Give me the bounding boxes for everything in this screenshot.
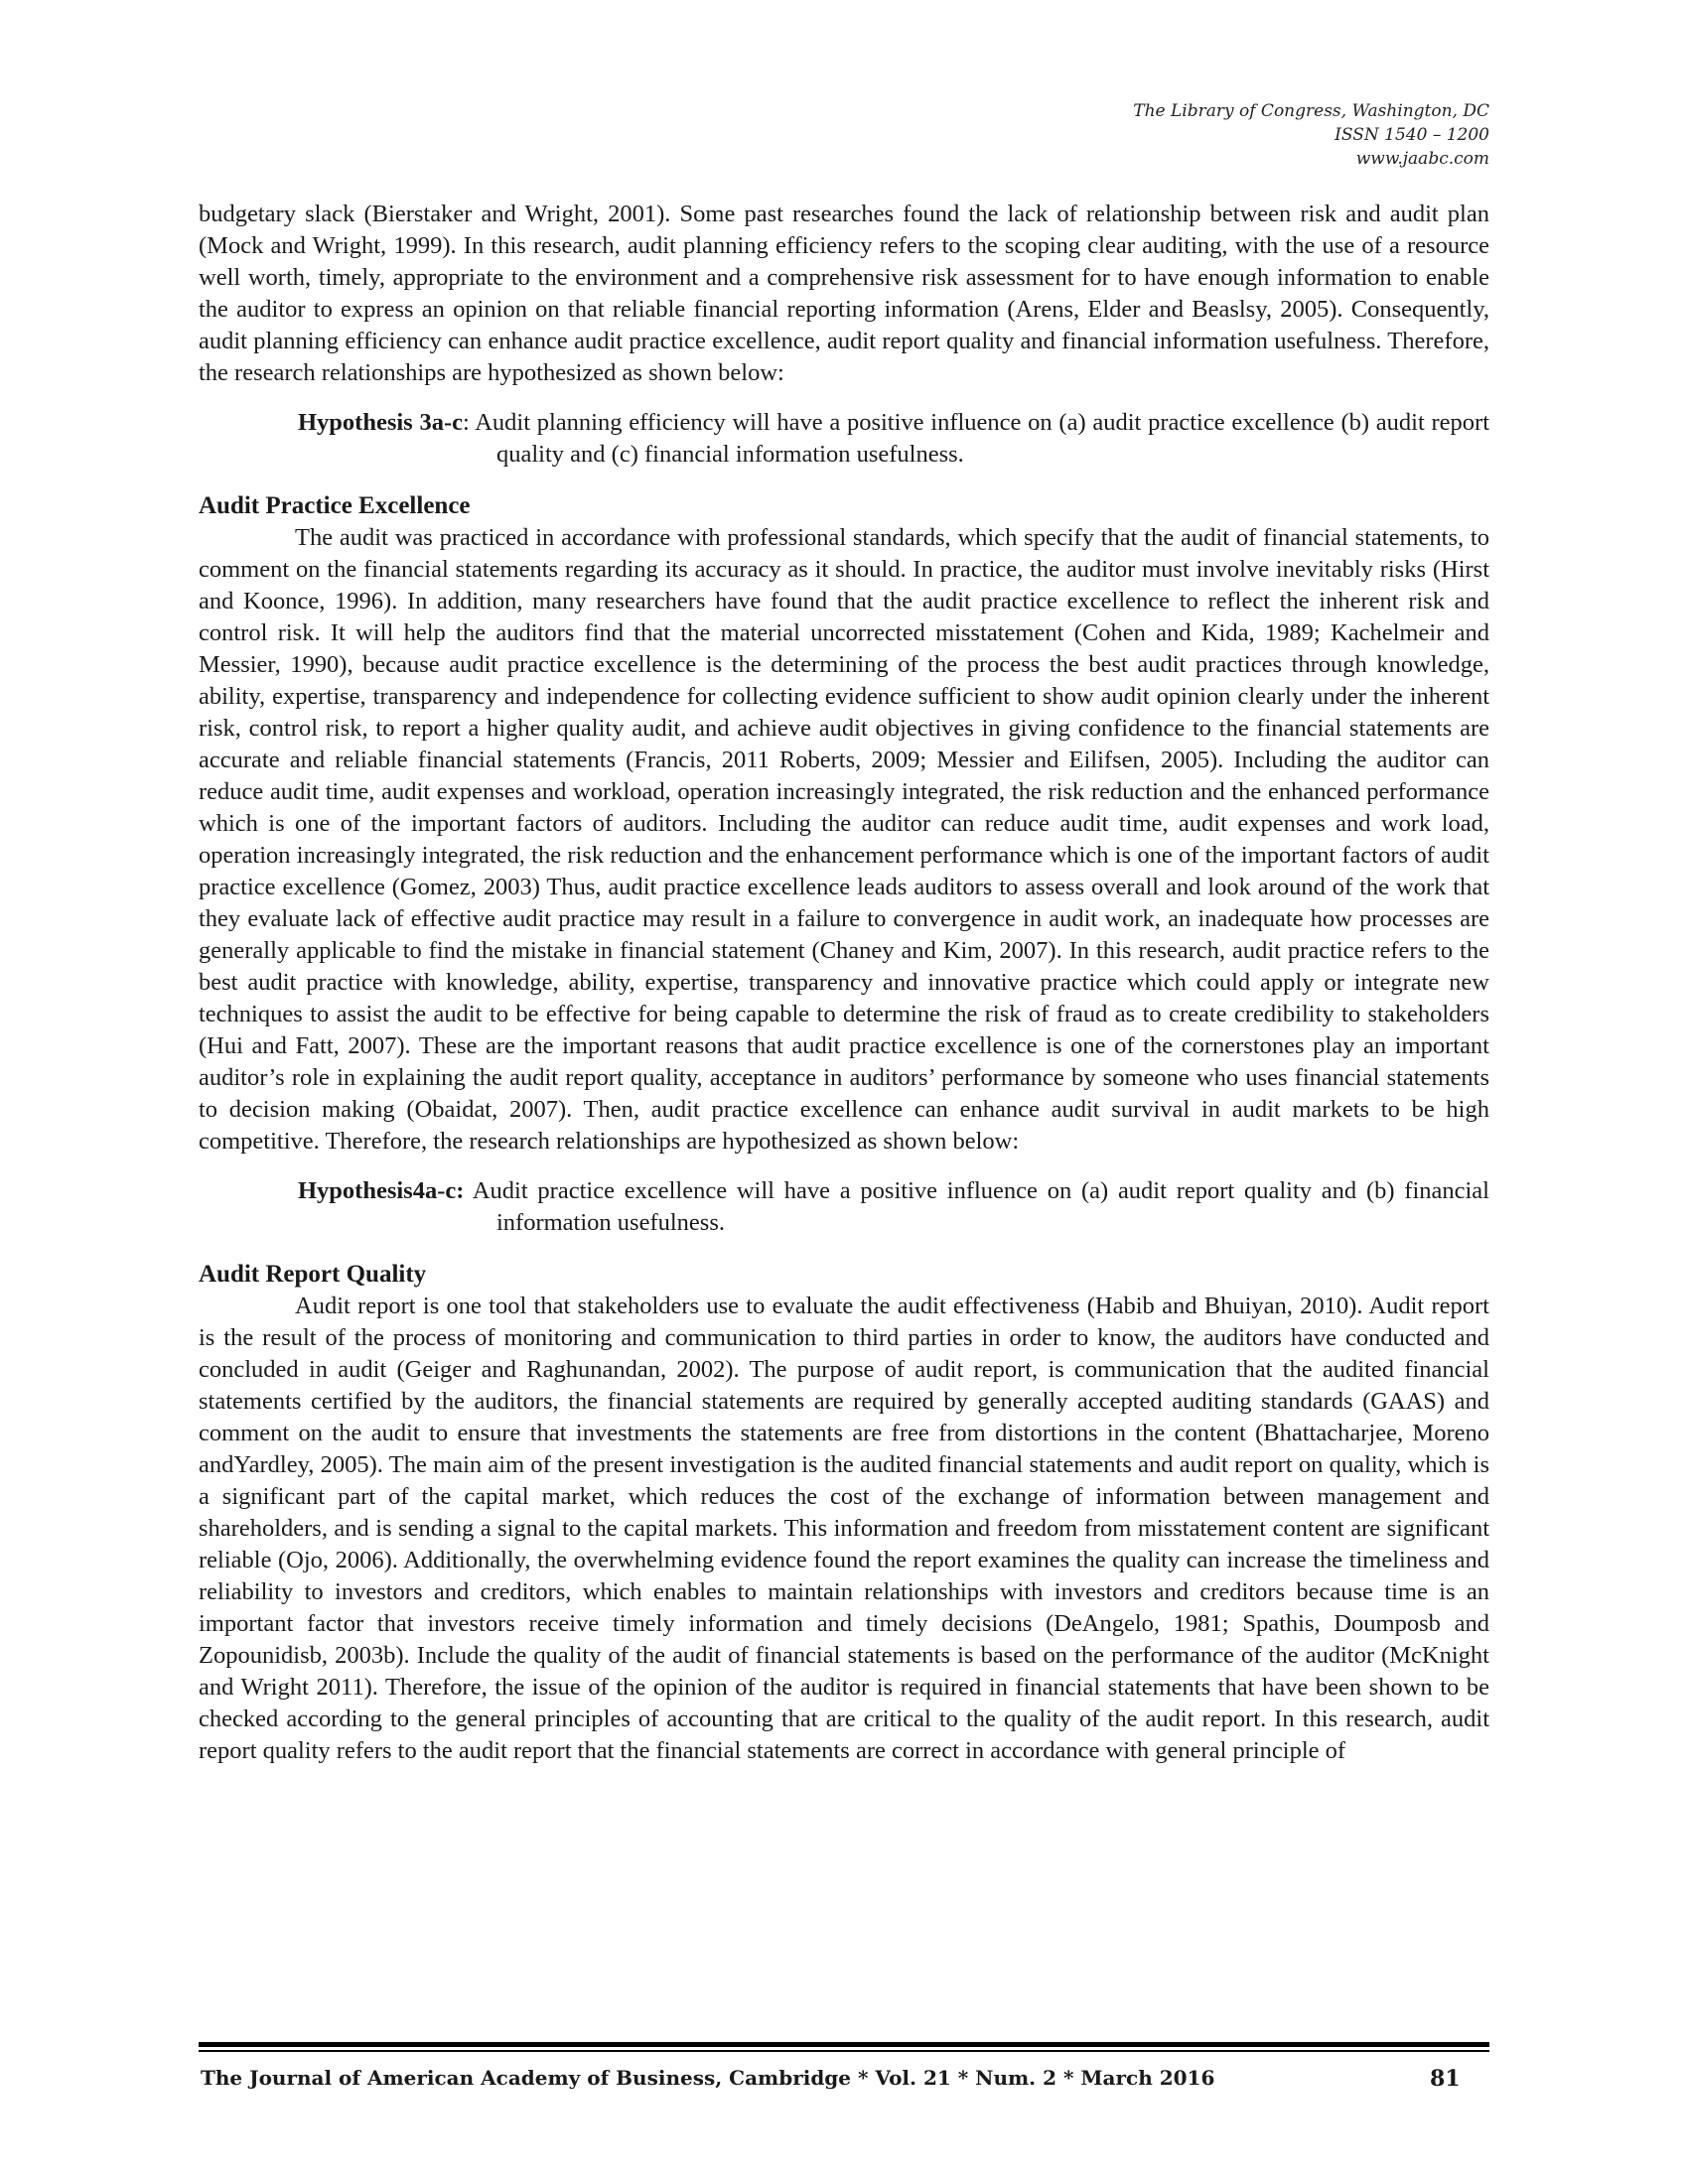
heading-audit-practice-excellence: Audit Practice Excellence (199, 492, 471, 519)
footer-rule-thin (199, 2050, 1489, 2052)
hypothesis-4 (199, 1175, 1489, 1239)
masthead-issn: ISSN 1540 – 1200 (1335, 125, 1489, 145)
hypothesis-3-text: : Audit planning efficiency will have a positive influence on (a) audit practice excellence (b) audit report quality and (c) financial information usefulness. (463, 409, 1490, 468)
intro-paragraph: budgetary slack (Bierstaker and Wright, 2001). Some past researches found the lack of relationship between risk and audit plan (Mock and Wright, 1999). In this research, audit planning efficiency refers to the scoping clear auditing, with the use of a resource well worth, timely, appropriate to the environment and a comprehensive risk assessment for to have enough information to enable the auditor to express an opinion on that reliable financial reporting information (Arens, Elder and Beaslsy, 2005). Consequently, audit planning efficiency can enhance audit practice excellence, audit report quality and financial information usefulness. Therefore, the research relationships are hypothesized as shown below: (199, 201, 1489, 386)
audit-practice-paragraph: The audit was practiced in accordance with professional standards, which specify that the audit of financial statements, to comment on the financial statements regarding its accuracy as it should. In practice, the auditor must involve inevitably risks (Hirst and Koonce, 1996). In addition, many researchers have found that the audit practice excellence to reflect the inherent risk and control risk. It will help the auditors find that the material uncorrected misstatement (Cohen and Kida, 1989; Kachelmeir and Messier, 1990), because audit practice excellence is the determining of the process the best audit practices through knowledge, ability, expertise, transparency and independence for collecting evidence sufficient to show audit opinion clearly under the inherent risk, control risk, to report a higher quality audit, and achieve audit objectives in giving confidence to the financial statements are accurate and reliable financial statements (Francis, 2011 Roberts, 2009; Messier and Eilifsen, 2005). Including the auditor can reduce audit time, audit expenses and workload, operation increasingly integrated, the risk reduction and the enhanced performance which is one of the important factors of auditors. Including the auditor can reduce audit time, audit expenses and work load, operation increasingly integrated, the risk reduction and the enhancement performance which is one of the important factors of audit practice excellence (Gomez, 2003) Thus, audit practice excellence leads auditors to assess overall and look around of the work that they evaluate lack of effective audit practice may result in a failure to convergence in audit work, an inadequate how processes are generally applicable to find the mistake in financial statement (Chaney and Kim, 2007). In this research, audit practice refers to the best audit practice with knowledge, ability, expertise, transparency and innovative practice which could apply or integrate new techniques to assist the audit to be effective for being capable to determine the risk of fraud as to create credibility to stakeholders (Hui and Fatt, 2007). These are the important reasons that audit practice excellence is one of the cornerstones play an important auditor’s role in explaining the audit report quality, acceptance in auditors’ performance by someone who uses financial statements to decision making (Obaidat, 2007). Then, audit practice excellence can enhance audit survival in audit markets to be high competitive. Therefore, the research relationships are hypothesized as shown below: (199, 524, 1489, 1155)
hypothesis-4-text: Audit practice excellence will have a positive influence on (a) audit report quality and (b) financial information usefulness. (464, 1177, 1489, 1236)
hypothesis-3-label: Hypothesis 3a-c (298, 409, 463, 436)
heading-audit-report-quality: Audit Report Quality (199, 1261, 427, 1288)
hypothesis-4-label: Hypothesis4a-c: (298, 1177, 465, 1204)
audit-report-paragraph: Audit report is one tool that stakeholders use to evaluate the audit effectiveness (Habib and Bhuiyan, 2010). Audit report is the result of the process of monitoring and communication to third parties in order to know, the auditors have conducted and concluded in audit (Geiger and Raghunandan, 2002). The purpose of audit report, is communication that the audited financial statements certified by the auditors, the financial statements are required by generally accepted auditing standards (GAAS) and comment on the audit to ensure that investments the statements are free from distortions in the content (Bhattacharjee, Moreno andYardley, 2005). The main aim of the present investigation is the audited financial statements and audit report on quality, which is a significant part of the capital market, which reduces the cost of the exchange of information between management and shareholders, and is sending a signal to the capital markets. This information and freedom from misstatement content are significant reliable (Ojo, 2006). Additionally, the overwhelming evidence found the report examines the quality can increase the timeliness and reliability to investors and creditors, which enables to maintain relationships with investors and creditors because time is an important factor that investors receive timely information and timely decisions (DeAngelo, 1981; Spathis, Doumposb and Zopounidisb, 2003b). Include the quality of the audit of financial statements is based on the performance of the auditor (McKnight and Wright 2011). Therefore, the issue of the opinion of the auditor is required in financial statements that have been shown to be checked according to the general principles of accounting that are critical to the quality of the audit report. In this research, audit report quality refers to the audit report that the financial statements are correct in accordance with general principle of (199, 1293, 1489, 1764)
masthead (894, 99, 1489, 171)
article-body (199, 199, 1489, 1767)
footer-journal-info: The Journal of American Academy of Business, Cambridge * Vol. 21 * Num. 2 * March 2016 (201, 2066, 1215, 2090)
page-number: 81 (1430, 2066, 1461, 2092)
hypothesis-3 (199, 407, 1489, 471)
masthead-website: www.jaabc.com (1355, 149, 1489, 169)
masthead-library: The Library of Congress, Washington, DC (1133, 101, 1489, 121)
footer-rule-thick (199, 2042, 1489, 2047)
